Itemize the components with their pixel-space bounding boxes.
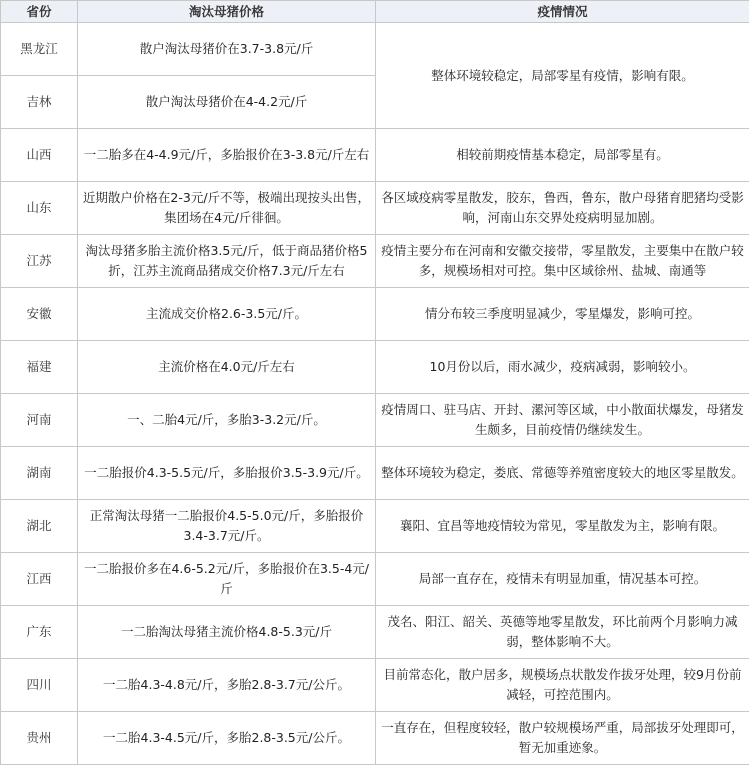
province-cell: 四川	[1, 659, 78, 712]
price-cell: 淘汰母猪多胎主流价格3.5元/斤，低于商品猪价格5折，江苏主流商品猪成交价格7.3元/斤左右	[78, 235, 376, 288]
province-cell: 贵州	[1, 712, 78, 765]
table-row	[1, 712, 749, 765]
province-cell: 福建	[1, 341, 78, 394]
price-cell: 散户淘汰母猪价在3.7-3.8元/斤	[78, 23, 376, 76]
price-cell: 一二胎4.3-4.8元/斤，多胎2.8-3.7元/公斤。	[78, 659, 376, 712]
epidemic-cell: 相较前期疫情基本稳定，局部零星有。	[376, 129, 749, 182]
price-cell: 一二胎报价4.3-5.5元/斤，多胎报价3.5-3.9元/斤。	[78, 447, 376, 500]
table-row	[1, 553, 749, 606]
province-cell: 湖南	[1, 447, 78, 500]
table-row	[1, 394, 749, 447]
province-cell: 广东	[1, 606, 78, 659]
province-cell: 山东	[1, 182, 78, 235]
table-row	[1, 447, 749, 500]
price-cell: 主流价格在4.0元/斤左右	[78, 341, 376, 394]
price-cell: 正常淘汰母猪一二胎报价4.5-5.0元/斤，多胎报价3.4-3.7元/斤。	[78, 500, 376, 553]
table-row	[1, 606, 749, 659]
price-cell: 一二胎报价多在4.6-5.2元/斤，多胎报价在3.5-4元/斤	[78, 553, 376, 606]
epidemic-cell: 目前常态化，散户居多，规模场点状散发作拔牙处理，较9月份前减轻，可控范围内。	[376, 659, 749, 712]
province-cell: 江西	[1, 553, 78, 606]
epidemic-cell: 茂名、阳江、韶关、英德等地零星散发，环比前两个月影响力减弱，整体影响不大。	[376, 606, 749, 659]
province-cell: 江苏	[1, 235, 78, 288]
header-province: 省份	[1, 1, 78, 23]
province-cell: 山西	[1, 129, 78, 182]
price-cell: 一二胎4.3-4.5元/斤，多胎2.8-3.5元/公斤。	[78, 712, 376, 765]
header-epidemic: 疫情情况	[376, 1, 749, 23]
table-row	[1, 288, 749, 341]
table-header-row	[1, 1, 749, 23]
table-row	[1, 235, 749, 288]
province-cell: 河南	[1, 394, 78, 447]
epidemic-cell: 疫情主要分布在河南和安徽交接带，零星散发，主要集中在散户较多，规模场相对可控。集中区域徐州、盐城、南通等	[376, 235, 749, 288]
epidemic-cell: 各区域疫病零星散发，胶东，鲁西，鲁东，散户母猪育肥猪均受影响，河南山东交界处疫病明显加剧。	[376, 182, 749, 235]
epidemic-cell: 整体环境较稳定，局部零星有疫情，影响有限。	[376, 23, 749, 129]
province-cell: 黑龙江	[1, 23, 78, 76]
epidemic-cell: 情分布较三季度明显减少，零星爆发，影响可控。	[376, 288, 749, 341]
table-row	[1, 23, 749, 76]
epidemic-cell: 整体环境较为稳定，娄底、常德等养殖密度较大的地区零星散发。	[376, 447, 749, 500]
epidemic-cell: 10月份以后，雨水减少，疫病减弱，影响较小。	[376, 341, 749, 394]
price-cell: 散户淘汰母猪价在4-4.2元/斤	[78, 76, 376, 129]
epidemic-cell: 局部一直存在，疫情未有明显加重，情况基本可控。	[376, 553, 749, 606]
province-cell: 安徽	[1, 288, 78, 341]
epidemic-cell: 一直存在，但程度较轻，散户较规模场严重，局部拔牙处理即可，暂无加重迹象。	[376, 712, 749, 765]
table-row	[1, 500, 749, 553]
price-cell: 近期散户价格在2-3元/斤不等，极端出现按头出售，集团场在4元/斤徘徊。	[78, 182, 376, 235]
table-row	[1, 129, 749, 182]
price-cell: 一、二胎4元/斤，多胎3-3.2元/斤。	[78, 394, 376, 447]
epidemic-cell: 襄阳、宜昌等地疫情较为常见，零星散发为主，影响有限。	[376, 500, 749, 553]
table-row	[1, 659, 749, 712]
header-price: 淘汰母猪价格	[78, 1, 376, 23]
price-cell: 一二胎淘汰母猪主流价格4.8-5.3元/斤	[78, 606, 376, 659]
province-cell: 湖北	[1, 500, 78, 553]
table-row	[1, 182, 749, 235]
price-cell: 一二胎多在4-4.9元/斤，多胎报价在3-3.8元/斤左右	[78, 129, 376, 182]
price-cell: 主流成交价格2.6-3.5元/斤。	[78, 288, 376, 341]
table-row	[1, 341, 749, 394]
epidemic-cell: 疫情周口、驻马店、开封、漯河等区域，中小散面状爆发，母猪发生颇多，目前疫情仍继续发生。	[376, 394, 749, 447]
province-cell: 吉林	[1, 76, 78, 129]
